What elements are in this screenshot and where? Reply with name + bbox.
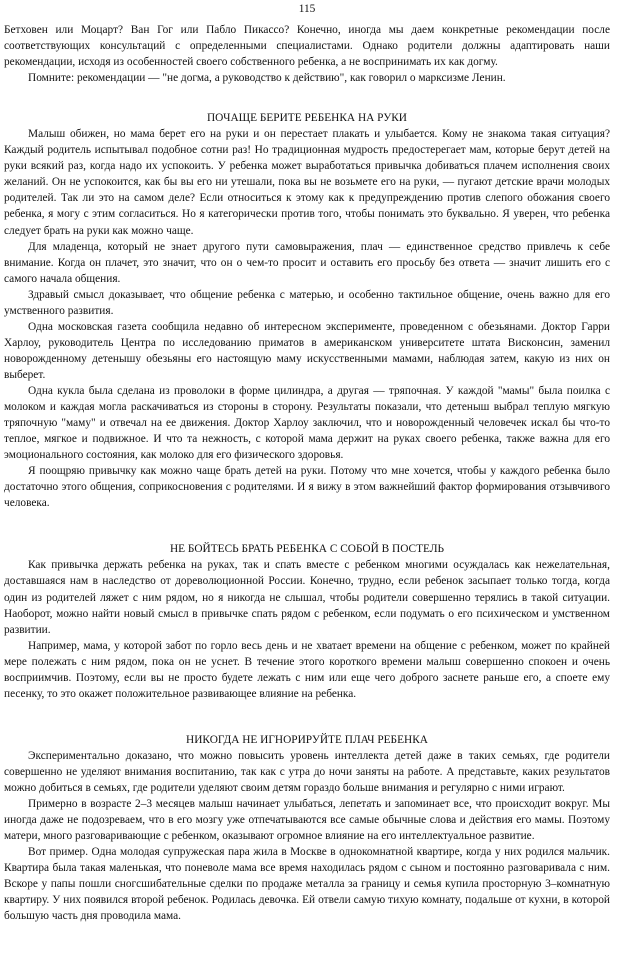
paragraph: Помните: рекомендации — "не догма, а руководство к действию", как говорил о марксизме Ленин.: [28, 72, 506, 85]
section-spacer: [4, 702, 610, 732]
page-number: 115: [298, 3, 316, 15]
paragraph: Как привычка держать ребенка на руках, так и спать вместе с ребенком многими осуждалась как нежелательная, доставшаяся нам в наследство от дореволюционной России. Конечно, трудно, если ребенок засыпает только тогда, когда один из родителей ляжет с ним рядом, но я никогда не слышал, чтобы родители совершенно терялись в такой ситуации. Наоборот, можно найти новый смысл в привычке спать рядом с ребенком, если подумать о его психическом и умственном развитии.: [4, 559, 610, 636]
paragraph: Я поощряю привычку как можно чаще брать детей на руки. Потому что мне хочется, чтобы у каждого ребенка было достаточно этого общения, соприкосновения с родителями. И я вижу в этом важнейший фактор формирования отзывчивого человека.: [4, 465, 610, 510]
paragraph: Одна московская газета сообщила недавно об интересном эксперименте, проведенном с обезьянами. Доктор Гарри Харлоу, руководитель Центра по исследованию приматов в американском университете штата Висконсин, заменил новорожденному детенышу обезьяны его настоящую маму искусственными мамами, наблюдая затем, какую из них он выберет.: [4, 320, 610, 381]
paragraph: Для младенца, который не знает другого пути самовыражения, плач — единственное средство привлечь к себе внимание. Когда он плачет, это значит, что он о чем-то просит и оставить его просьбу без ответа — значит лишить его с самого начала общения.: [4, 240, 610, 285]
paragraph: Вот пример. Одна молодая супружеская пара жила в Москве в однокомнатной квартире, когда у них родился мальчик. Квартира была такая маленькая, что поневоле мама все время находилась рядом с сыном и постоянно разговаривала с ним. Вскоре у папы пошли сногсшибательные сделки по продаже металла за границу и семья купила просторную 3–комнатную квартиру. У них появился второй ребенок. Родилась девочка. Ей отвели самую тихую комнату, подальше от кухни, в которой большую часть дня проводила мама.: [4, 846, 610, 923]
paragraph: Одна кукла была сделана из проволоки в форме цилиндра, а другая — тряпочная. У каждой "мамы" была поилка с молоком и каждая могла раскачиваться из стороны в сторону. Результаты показали, что детеныш выбрал теплую мягкую тряпочную "маму" и отвечал на ее движения. Доктор Харлоу заключил, что и новорожденный человечек искал бы что-то теплое, мягкое и подвижное. И что та нежность, с которой мама держит на руках своего ребенка, также важна для его эмоционального состояния, как молоко для его физического здоровья.: [4, 384, 610, 462]
paragraph: Экспериментально доказано, что можно повысить уровень интеллекта детей даже в таких семьях, где родители совершенно не уделяют внимания воспитанию, так как с утра до ночи заняты на работе. А представьте, каких результатов можно добиться в семьях, где родители уделяют своим детям гораздо больше внимания и регулярно с ними играют.: [4, 749, 610, 794]
section-spacer: [4, 86, 610, 110]
section-heading: НИКОГДА НЕ ИГНОРИРУЙТЕ ПЛАЧ РЕБЕНКА: [186, 733, 428, 746]
paragraph: Например, мама, у которой забот по горло весь день и не хватает времени на общение с ребенком, может по крайней мере полежать с ним рядом, пока он не уснет. В течение этого короткого времени малыш совершенно спокоен и очень восприимчив. Поэтому, если вы не просто будете лежать с ним или еще чего доброго заснете раньше его, а споете ему песенку, то это окажет положительное развивающее влияние на ребенка.: [4, 639, 610, 700]
paragraph: Здравый смысл доказывает, что общение ребенка с матерью, и особенно тактильное общение, очень важно для его умственного развития.: [4, 288, 610, 317]
paragraph: Бетховен или Моцарт? Ван Гог или Пабло Пикассо? Конечно, иногда мы даем конкретные рекомендации после соответствующих консультаций с определенными специалистами. Однако родители должны адаптировать наши рекомендации, исходя из особенностей своего собственного ребенка, а не воспринимать их как догму.: [4, 24, 610, 69]
section-heading: НЕ БОЙТЕСЬ БРАТЬ РЕБЕНКА С СОБОЙ В ПОСТЕЛЬ: [169, 543, 445, 556]
paragraph: Примерно в возрасте 2–3 месяцев малыш начинает улыбаться, лепетать и запоминает все, что происходит вокруг. Мы иногда даже не подозреваем, что в его мозгу уже отпечатываются все самые обычные слова и действия его мамы. Поэтому матери, много разговаривающие с ребенком, оказывают огромное влияние на его интеллектуальное развитие.: [4, 798, 610, 843]
paragraph: Малыш обижен, но мама берет его на руки и он перестает плакать и улыбается. Кому не знакома такая ситуация? Каждый родитель испытывал подобное сотни раз! Но традиционная мудрость предостерегает мам, которые берут детей на руки всякий раз, когда надо их успокоить. У ребенка может выработаться привычка добиваться плачем исполнения своих желаний. Он не успокоится, как бы вы его ни утешали, пока вы не возьмете его на руки, — пугают детские врачи молодых родителей. Так ли это на самом деле? Если относиться к этому как к предупреждению против слепого обожания своего ребенка, я могу с этим согласиться. Но я категорически против того, чтобы понимать это буквально. Я уверен, что ребенка следует брать на руки как можно чаще.: [4, 128, 610, 237]
section-heading: ПОЧАЩЕ БЕРИТЕ РЕБЕНКА НА РУКИ: [206, 112, 408, 125]
section-spacer: [4, 511, 610, 541]
